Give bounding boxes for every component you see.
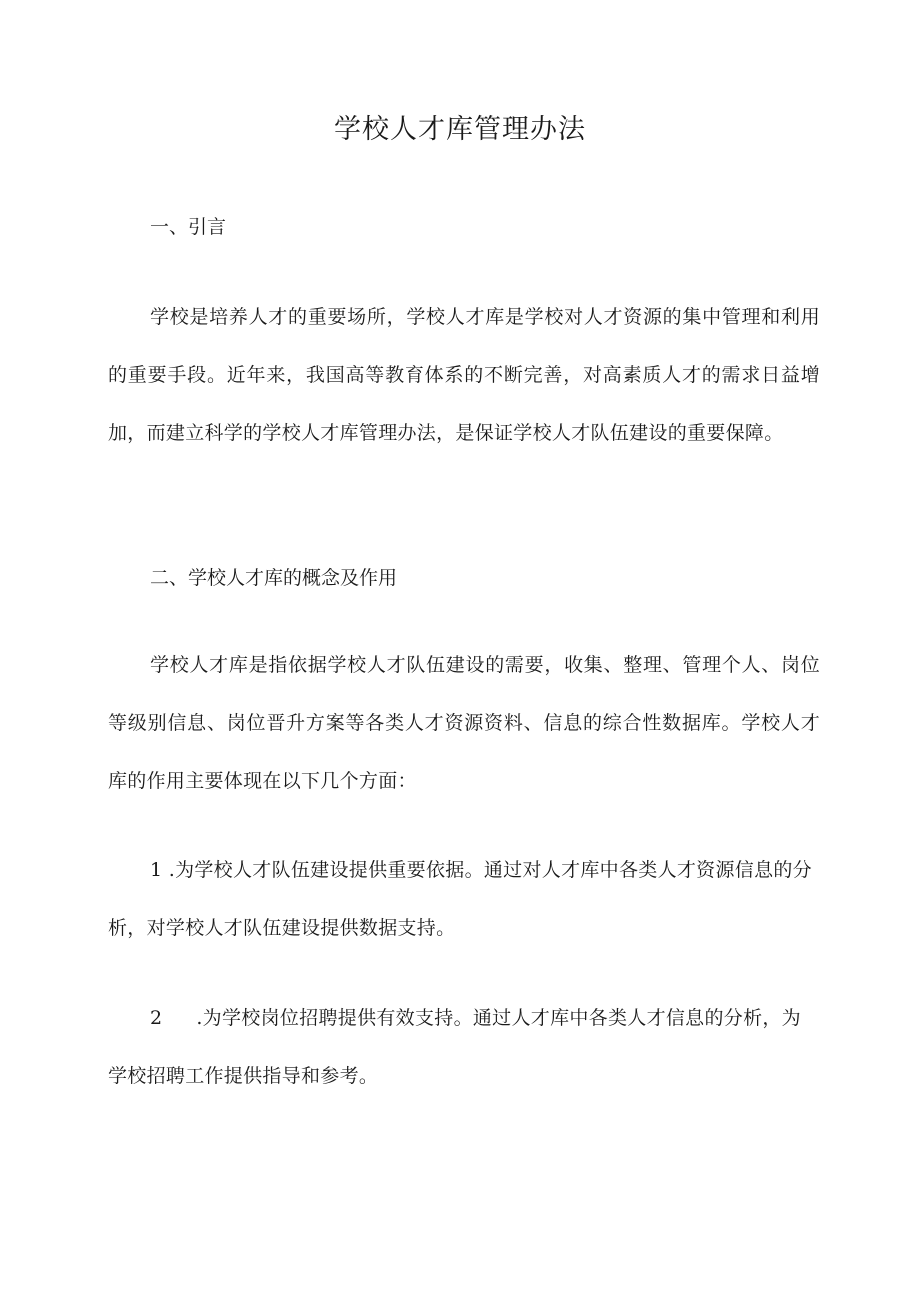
list-item-number: 1 — [150, 859, 163, 881]
list-item-1 — [108, 841, 820, 957]
concept-paragraph: 学校人才库是指依据学校人才队伍建设的需要，收集、整理、管理个人、岗位等级别信息、岗位晋升方案等各类人才资源资料、信息的综合性数据库。学校人才库的作用主要体现在以下几个方面： — [108, 654, 820, 792]
list-item-number: 2 — [150, 1007, 163, 1029]
list-item-2 — [108, 989, 820, 1105]
section-heading-concept-and-role: 二、学校人才库的概念及作用 — [150, 567, 398, 589]
list-item-text: .为学校人才队伍建设提供重要依据。通过对人才库中各类人才资源信息的分析，对学校人才队伍建设提供数据支持。 — [108, 859, 812, 939]
document-title: 学校人才库管理办法 — [334, 114, 586, 145]
list-item-text: .为学校岗位招聘提供有效支持。通过人才库中各类人才信息的分析，为学校招聘工作提供指导和参考。 — [108, 1007, 801, 1087]
introduction-paragraph: 学校是培养人才的重要场所，学校人才库是学校对人才资源的集中管理和利用的重要手段。近年来，我国高等教育体系的不断完善，对高素质人才的需求日益增加，而建立科学的学校人才库管理办法，是保证学校人才队伍建设的重要保障。 — [108, 306, 820, 444]
section-heading-introduction: 一、引言 — [150, 216, 227, 238]
